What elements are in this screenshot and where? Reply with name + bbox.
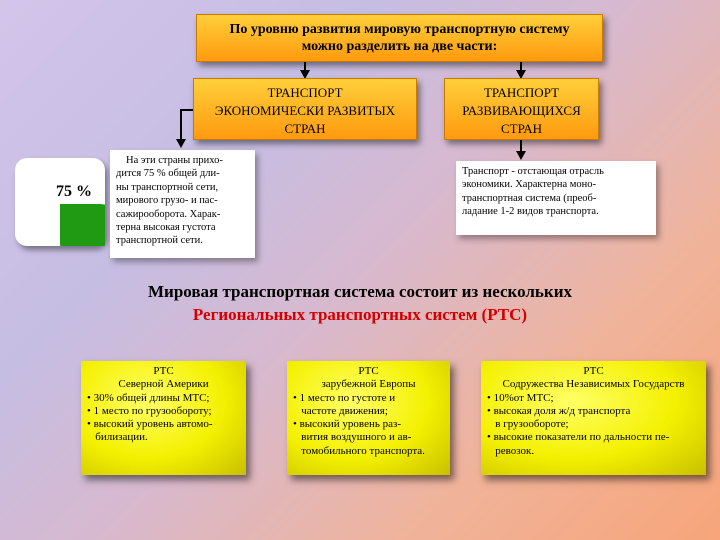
branch-line: РАЗВИВАЮЩИХСЯ <box>462 103 581 118</box>
rts-bullet: • 1 место по грузообороту; <box>87 404 212 417</box>
note-line: дится 75 % общей дли- <box>116 168 220 180</box>
rts-bullet: • высокая доля ж/д транспорта <box>487 404 631 417</box>
connector-left-down <box>180 109 182 141</box>
pie-tile <box>15 158 105 246</box>
note-line: транспортной сети. <box>116 235 203 247</box>
arrow-down-right-note <box>516 151 526 160</box>
rts-bullet: ревозок. <box>487 444 535 457</box>
rts-title: РТС <box>153 365 174 377</box>
note-developing <box>456 161 656 235</box>
branch-line: ТРАНСПОРТ <box>267 85 343 100</box>
rts-title: Северной Америки <box>118 378 209 391</box>
rts-bullet: • высокие показатели по дальности пе- <box>487 431 670 444</box>
rts-bullet: • высокий уровень автомо- <box>87 418 213 431</box>
rts-title: зарубежной Европы <box>321 378 416 391</box>
title-line-1: По уровню развития мировую транспортную систему <box>229 22 570 37</box>
branch-developed-countries <box>193 78 417 140</box>
rts-bullet: • высокий уровень раз- <box>293 418 401 431</box>
branch-line: ЭКОНОМИЧЕСКИ РАЗВИТЫХ <box>214 103 396 118</box>
pie-chart-icon <box>15 158 105 246</box>
note-line: транспортная система (преоб- <box>462 192 597 204</box>
rts-bullet: • 30% общей длины МТС; <box>87 391 210 404</box>
note-line: сажирооборота. Харак- <box>116 208 221 220</box>
rts-bullet: в грузообороте; <box>487 418 569 431</box>
rts-north-america <box>81 361 246 475</box>
title-line-2: можно разделить на две части: <box>301 39 498 54</box>
rts-bullet: томобильного транспорта. <box>293 444 425 457</box>
rts-cis <box>481 361 706 475</box>
title-box <box>196 14 603 62</box>
rts-title: РТС <box>358 365 379 377</box>
connector-left-horizontal <box>180 109 194 111</box>
note-line: экономики. Характерна моно- <box>462 179 597 191</box>
arrow-down-left-note <box>176 139 186 148</box>
headline-main: Мировая транспортная система состоит из нескольких <box>147 282 572 301</box>
rts-bullet: вития воздушного и ав- <box>293 431 412 444</box>
branch-line: СТРАН <box>501 121 542 136</box>
pie-slice-75 <box>60 204 105 246</box>
note-line: мирового грузо- и пас- <box>116 195 218 207</box>
note-line: терна высокая густота <box>116 222 216 234</box>
rts-bullet: частоте движения; <box>293 404 388 417</box>
rts-europe <box>287 361 450 475</box>
branch-line: ТРАНСПОРТ <box>483 85 560 100</box>
branch-line: СТРАН <box>284 121 326 136</box>
rts-title: Содружества Независимых Государств <box>502 378 685 391</box>
note-line: ны транспортной сети, <box>116 181 219 193</box>
note-developed <box>110 150 255 258</box>
rts-bullet: • 10%от МТС; <box>487 391 554 404</box>
headline-sub: Региональных транспортных систем (РТС) <box>192 305 528 324</box>
branch-developing-countries <box>444 78 599 140</box>
rts-title: РТС <box>583 365 604 377</box>
note-line: ладание 1-2 видов транспорта. <box>462 206 599 218</box>
note-line: На эти страны прихо- <box>126 155 223 166</box>
rts-bullet: • 1 место по густоте и <box>293 391 396 404</box>
pie-label: 75 % <box>56 183 92 200</box>
rts-bullet: билизации. <box>87 431 148 444</box>
note-line: Транспорт - отстающая отрасль <box>462 166 604 177</box>
